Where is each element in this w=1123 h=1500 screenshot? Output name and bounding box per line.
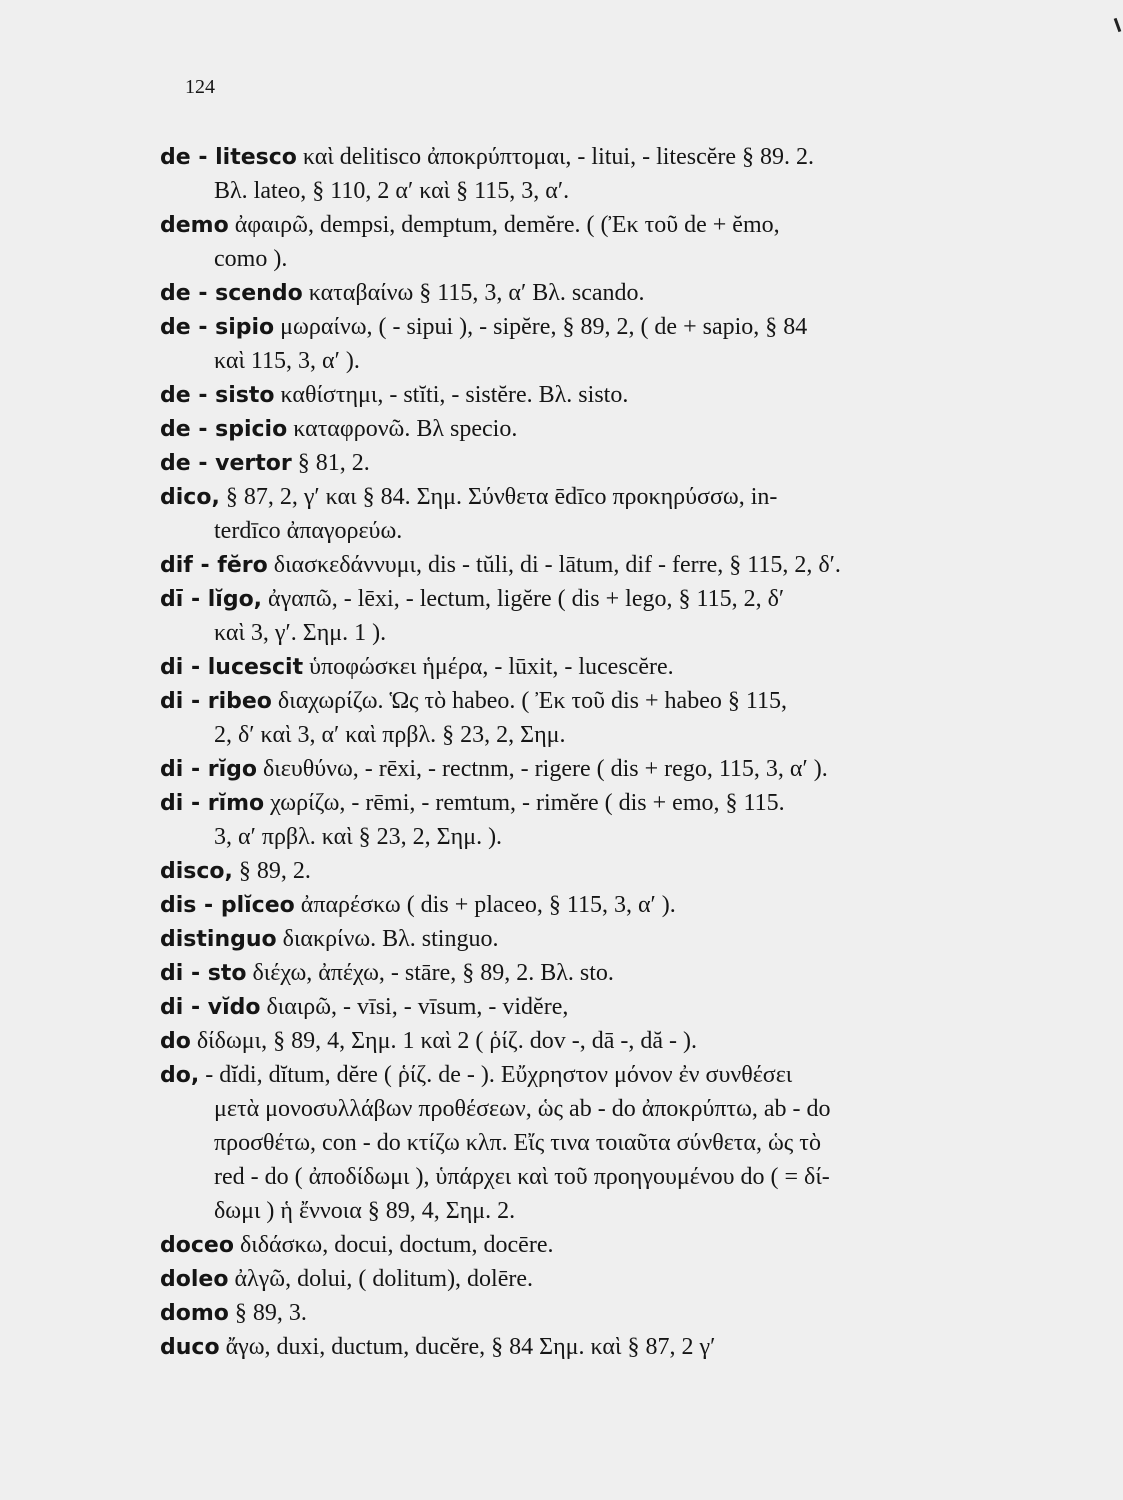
entry-first-line	[160, 1228, 1040, 1262]
definition-text: μωραίνω, ( - sipui ), - sipĕre, § 89, 2, ( de + sapio, § 84	[274, 314, 808, 340]
headword: de - sipio	[160, 315, 275, 340]
entry-first-line	[160, 310, 1040, 344]
headword: distinguo	[160, 927, 277, 952]
entry-continuation-line	[184, 1092, 1040, 1126]
definition-text: καὶ 115, 3, α′ ).	[214, 348, 360, 374]
definition-text: § 87, 2, γ′ και § 84. Σημ. Σύνθετα ēdīco προκηρύσσω, in-	[219, 484, 778, 510]
dictionary-entry	[160, 1024, 1040, 1058]
definition-text: διδάσκω, docui, doctum, docēre.	[233, 1232, 554, 1258]
definition-text: προσθέτω, con - do κτίζω κλπ. Εἴς τινα τοιαῦτα σύνθετα, ὡς τὸ	[214, 1130, 821, 1156]
headword: de - litesco	[160, 145, 297, 170]
entry-first-line	[160, 378, 1040, 412]
dictionary-entry	[160, 446, 1040, 480]
dictionary-entry	[160, 1296, 1040, 1330]
headword: di - vĭdo	[160, 995, 261, 1020]
entry-continuation-line	[184, 1194, 1040, 1228]
entry-continuation-line	[184, 174, 1040, 208]
dictionary-entry	[160, 752, 1040, 786]
dictionary-entry	[160, 276, 1040, 310]
dictionary-entry	[160, 412, 1040, 446]
headword: de - vertor	[160, 451, 292, 476]
headword: di - lucescit	[160, 655, 304, 680]
definition-text: δίδωμι, § 89, 4, Σημ. 1 καὶ 2 ( ῥίζ. dov -, dā -, dă - ).	[190, 1028, 698, 1054]
definition-text: red - do ( ἀποδίδωμι ), ὑπάρχει καὶ τοῦ προηγουμένου do ( = δί-	[214, 1164, 830, 1190]
dictionary-entry	[160, 208, 1040, 276]
headword: do	[160, 1029, 191, 1054]
definition-text: ἀφαιρῶ, dempsi, demptum, demĕre. ( (Ἐκ τοῦ de + ĕmo,	[228, 212, 780, 238]
headword: dico,	[160, 485, 220, 510]
definition-text: διαιρῶ, - vīsi, - vīsum, - vidĕre,	[260, 994, 569, 1020]
definition-text: § 89, 3.	[228, 1300, 307, 1326]
entry-first-line	[160, 888, 1040, 922]
entry-first-line	[160, 276, 1040, 310]
dictionary-entry	[160, 922, 1040, 956]
headword: dis - plĭceo	[160, 893, 295, 918]
entry-continuation-line	[184, 242, 1040, 276]
entry-first-line	[160, 752, 1040, 786]
corner-mark	[1114, 18, 1122, 32]
dictionary-entry	[160, 548, 1040, 582]
entry-continuation-line	[184, 718, 1040, 752]
definition-text: como ).	[214, 246, 288, 272]
definition-text: terdīco ἀπαγορεύω.	[214, 518, 403, 544]
page-number: 124	[185, 76, 215, 98]
headword: doleo	[160, 1267, 229, 1292]
headword: disco,	[160, 859, 233, 884]
entry-first-line	[160, 1296, 1040, 1330]
definition-text: καθίστημι, - stĭti, - sistĕre. Βλ. sisto.	[274, 382, 629, 408]
entry-first-line	[160, 208, 1040, 242]
dictionary-entry	[160, 378, 1040, 412]
entry-first-line	[160, 1262, 1040, 1296]
headword: de - scendo	[160, 281, 303, 306]
headword: di - rĭmo	[160, 791, 265, 816]
entry-first-line	[160, 786, 1040, 820]
dictionary-entry	[160, 684, 1040, 752]
definition-text: ἀγαπῶ, - lēxi, - lectum, ligĕre ( dis + lego, § 115, 2, δ′	[262, 586, 785, 612]
definition-text: ὑποφώσκει ἡμέρα, - lūxit, - lucescĕre.	[303, 654, 674, 680]
dictionary-entry	[160, 888, 1040, 922]
entry-first-line	[160, 684, 1040, 718]
entry-first-line	[160, 412, 1040, 446]
dictionary-entry	[160, 1058, 1040, 1228]
headword: domo	[160, 1301, 229, 1326]
definition-text: μετὰ μονοσυλλάβων προθέσεων, ὡς ab - do ἀποκρύπτω, ab - do	[214, 1096, 831, 1122]
definition-text: καὶ 3, γ′. Σημ. 1 ).	[214, 620, 387, 646]
headword: do,	[160, 1063, 200, 1088]
definition-text: καὶ delitisco ἀποκρύπτομαι, - litui, - litescĕre § 89. 2.	[296, 144, 815, 170]
dictionary-entries	[160, 140, 1040, 1364]
headword: di - rĭgo	[160, 757, 257, 782]
definition-text: 2, δ′ καὶ 3, α′ καὶ πρβλ. § 23, 2, Σημ.	[214, 722, 566, 748]
definition-text: διαχωρίζω. Ὡς τὸ habeo. ( Ἐκ τοῦ dis + habeo § 115,	[271, 688, 787, 714]
definition-text: § 81, 2.	[291, 450, 370, 476]
entry-first-line	[160, 1330, 1040, 1364]
definition-text: § 89, 2.	[232, 858, 311, 884]
entry-continuation-line	[184, 616, 1040, 650]
dictionary-entry	[160, 1228, 1040, 1262]
definition-text: 3, α′ πρβλ. καὶ § 23, 2, Σημ. ).	[214, 824, 503, 850]
entry-first-line	[160, 548, 1040, 582]
entry-first-line	[160, 854, 1040, 888]
entry-first-line	[160, 480, 1040, 514]
headword: doceo	[160, 1233, 234, 1258]
definition-text: διασκεδάννυμι, dis - tŭli, di - lātum, dif - ferre, § 115, 2, δ′.	[267, 552, 841, 578]
entry-first-line	[160, 1024, 1040, 1058]
definition-text: καταφρονῶ. Βλ specio.	[287, 416, 518, 442]
dictionary-entry	[160, 310, 1040, 378]
entry-first-line	[160, 582, 1040, 616]
dictionary-entry	[160, 650, 1040, 684]
entry-continuation-line	[184, 1160, 1040, 1194]
headword: dif - fĕro	[160, 553, 268, 578]
dictionary-entry	[160, 1262, 1040, 1296]
definition-text: δωμι ) ἡ ἔννοια § 89, 4, Σημ. 2.	[214, 1198, 516, 1224]
entry-first-line	[160, 446, 1040, 480]
entry-first-line	[160, 140, 1040, 174]
entry-continuation-line	[184, 514, 1040, 548]
definition-text: Βλ. lateo, § 110, 2 α′ καὶ § 115, 3, α′.	[214, 178, 570, 204]
entry-first-line	[160, 956, 1040, 990]
definition-text: ἄγω, duxi, ductum, ducĕre, § 84 Σημ. καὶ § 87, 2 γ′	[219, 1334, 716, 1360]
entry-continuation-line	[184, 1126, 1040, 1160]
dictionary-entry	[160, 140, 1040, 208]
definition-text: ἀπαρέσκω ( dis + placeo, § 115, 3, α′ ).	[294, 892, 676, 918]
headword: demo	[160, 213, 229, 238]
headword: de - spicio	[160, 417, 288, 442]
headword: de - sisto	[160, 383, 275, 408]
dictionary-entry	[160, 582, 1040, 650]
dictionary-entry	[160, 480, 1040, 548]
entry-first-line	[160, 990, 1040, 1024]
entry-first-line	[160, 650, 1040, 684]
headword: dī - lĭgo,	[160, 587, 263, 612]
dictionary-entry	[160, 1330, 1040, 1364]
dictionary-entry	[160, 854, 1040, 888]
entry-first-line	[160, 1058, 1040, 1092]
definition-text: καταβαίνω § 115, 3, α′ Βλ. scando.	[302, 280, 645, 306]
headword: di - sto	[160, 961, 247, 986]
entry-continuation-line	[184, 820, 1040, 854]
dictionary-entry	[160, 786, 1040, 854]
definition-text: ἀλγῶ, dolui, ( dolitum), dolēre.	[228, 1266, 534, 1292]
entry-first-line	[160, 922, 1040, 956]
dictionary-entry	[160, 956, 1040, 990]
definition-text: - dĭdi, dĭtum, dĕre ( ῥίζ. de - ). Εὔχρηστον μόνον ἐν συνθέσει	[199, 1062, 793, 1088]
entry-continuation-line	[184, 344, 1040, 378]
definition-text: διακρίνω. Βλ. stinguo.	[276, 926, 499, 952]
dictionary-entry	[160, 990, 1040, 1024]
headword: duco	[160, 1335, 220, 1360]
headword: di - ribeo	[160, 689, 272, 714]
definition-text: χωρίζω, - rēmi, - remtum, - rimĕre ( dis + emo, § 115.	[264, 790, 785, 816]
definition-text: διευθύνω, - rēxi, - rectnm, - rigere ( dis + rego, 115, 3, α′ ).	[257, 756, 828, 782]
definition-text: διέχω, ἀπέχω, - stāre, § 89, 2. Βλ. sto.	[246, 960, 614, 986]
